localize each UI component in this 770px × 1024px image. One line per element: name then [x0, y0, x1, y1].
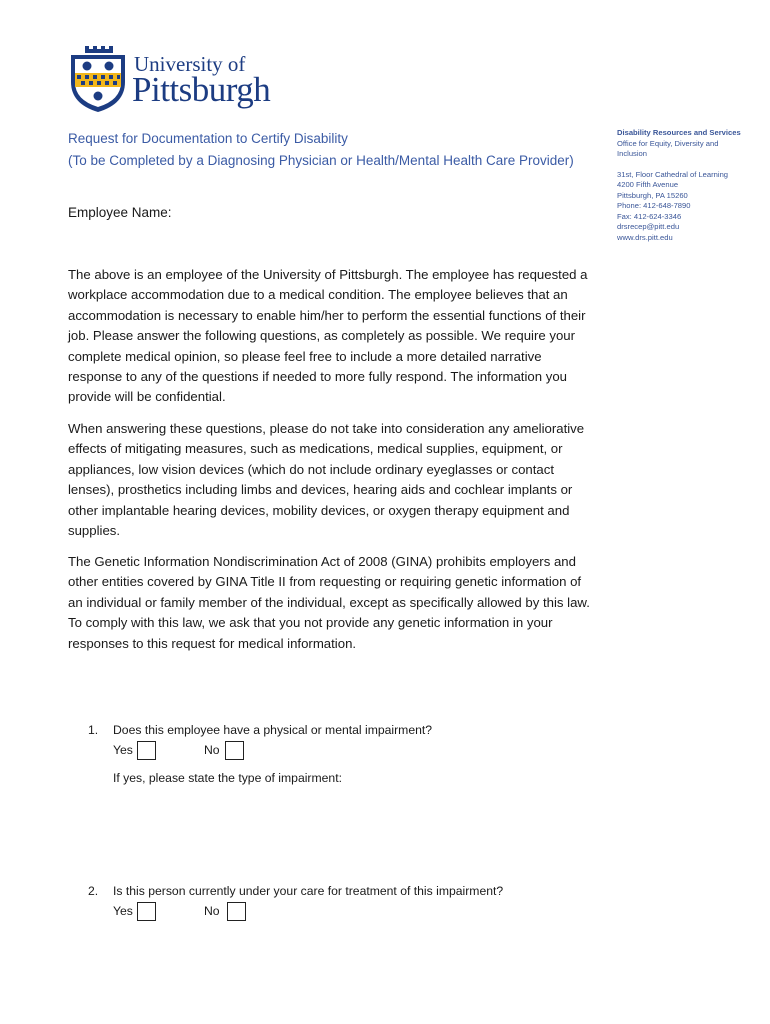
q2-no-label: No — [204, 904, 220, 918]
document-title — [68, 128, 574, 172]
office-phone: Phone: 412-648-7890 — [617, 201, 691, 210]
office-contact-block — [617, 128, 757, 243]
question-number: 2. — [88, 884, 99, 898]
office-dept-line2: Inclusion — [617, 149, 647, 158]
mitigating-measures-paragraph: When answering these questions, please do not take into consideration any ameliorative effects of mitigating measures, such as medications, medical supplies, equipment, or appliances, low vision devices (which do not include ordinary eyeglasses or contact lenses), prosthetics including limbs and devices, hearing aids and cochlear implants or other implantable hearing devices, mobility devices, or oxygen therapy equipment and supplies. — [68, 421, 585, 539]
office-name: Disability Resources and Services — [617, 128, 741, 137]
q1-no-label: No — [204, 743, 220, 757]
q1-yes-checkbox[interactable] — [137, 741, 156, 760]
office-address2: 4200 Fifth Avenue — [617, 180, 679, 189]
question-text: Is this person currently under your care for treatment of this impairment? — [113, 884, 504, 898]
document-title-line1: Request for Documentation to Certify Disability — [68, 131, 348, 146]
q1-yes-label: Yes — [113, 743, 133, 757]
document-subtitle: (To be Completed by a Diagnosing Physician or Health/Mental Health Care Provider) — [68, 153, 574, 168]
logo-text-line2: Pittsburgh — [132, 70, 271, 109]
q1-followup-label: If yes, please state the type of impairment: — [113, 771, 342, 785]
office-website[interactable]: www.drs.pitt.edu — [617, 232, 673, 242]
office-address3: Pittsburgh, PA 15260 — [617, 190, 688, 200]
q2-yes-checkbox[interactable] — [137, 902, 156, 921]
intro-paragraph: The above is an employee of the University of Pittsburgh. The employee has requested a workplace accommodation due to a medical condition. The employee believes that an accommodation is necessary to enable him/her to perform the essential functions of their job. Please answer the following questions, as completely as possible. We require your complete medical opinion, so please feel free to include a more detailed narrative response to any of the questions if needed to more fully respond. The information you provide will be confidential. — [68, 267, 588, 405]
employee-name-label: Employee Name: — [68, 205, 172, 220]
q1-no-checkbox[interactable] — [225, 741, 244, 760]
office-fax: Fax: 412-624-3346 — [617, 211, 682, 221]
university-seal-icon — [68, 42, 128, 114]
q2-yes-label: Yes — [113, 904, 133, 918]
question-number: 1. — [88, 723, 99, 737]
office-dept-line1: Office for Equity, Diversity and — [617, 138, 719, 148]
q2-no-checkbox[interactable] — [227, 902, 246, 921]
logo-text-line1: University of — [134, 52, 246, 76]
office-email[interactable]: drsrecep@pitt.edu — [617, 222, 680, 231]
gina-paragraph: The Genetic Information Nondiscrimination Act of 2008 (GINA) prohibits employers and other entities covered by GINA Title II from requesting or requiring genetic information of an individual or family member of the individual, except as specifically allowed by this law. To comply with this law, we ask that you not provide any genetic information in your responses to this request for medical information. — [68, 554, 590, 651]
university-logo — [68, 42, 283, 114]
office-address1: 31st, Floor Cathedral of Learning — [617, 169, 729, 179]
question-text: Does this employee have a physical or mental impairment? — [113, 723, 433, 737]
